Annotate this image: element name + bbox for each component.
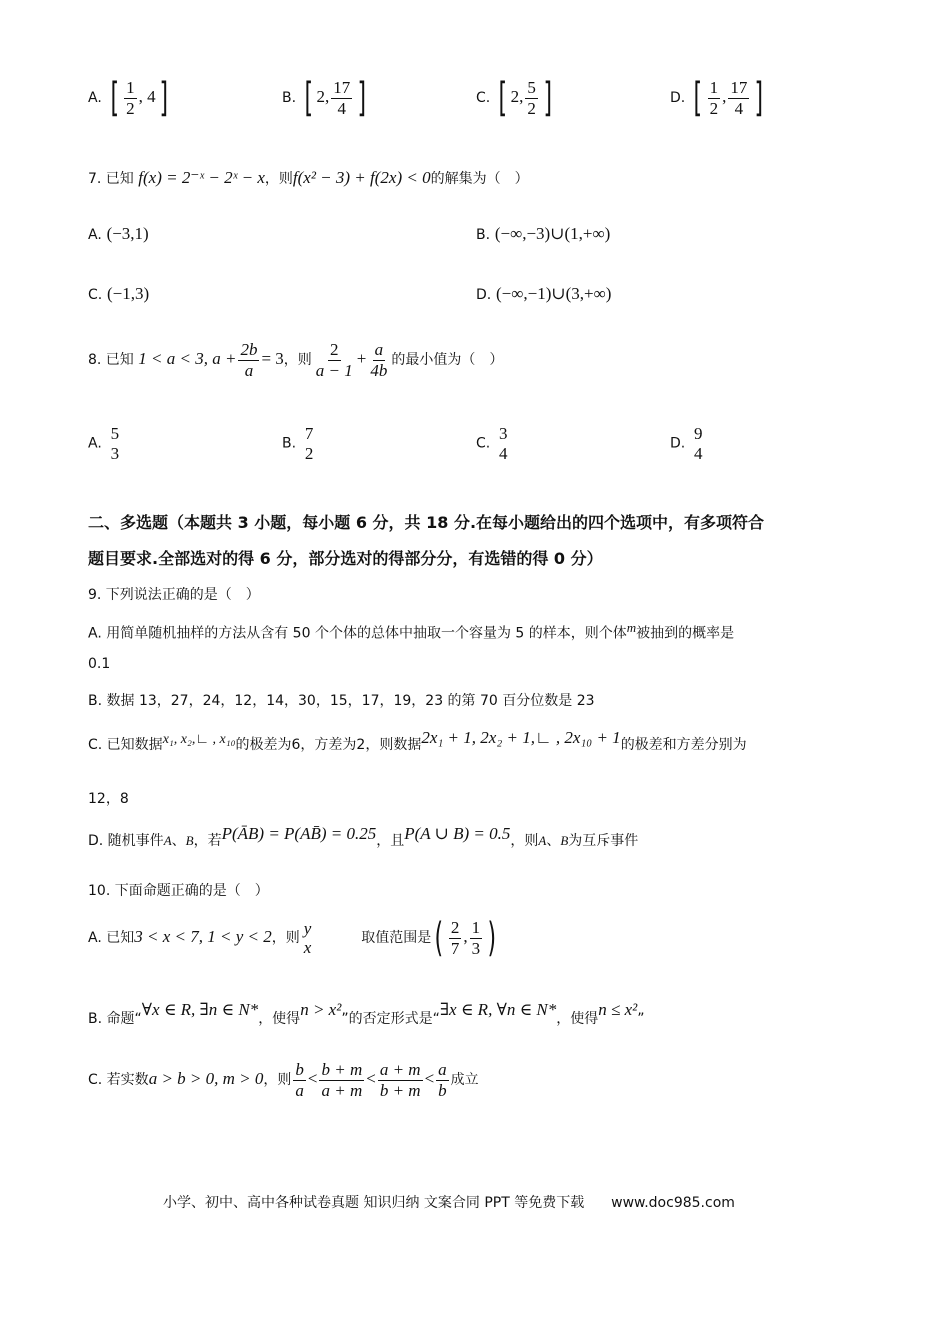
option-math: (−3,1) [106,224,149,243]
numerator: 17 [333,78,351,97]
less-than: < [424,1069,435,1089]
denominator: 2 [527,98,536,118]
denominator: a − 1 [315,360,353,380]
denominator: 2 [709,98,719,118]
q9-option-b: B. 数据 13，27，24，12，14，30，15，17，19，23 的第 70 百分位数是 23 [88,693,595,709]
operator: + [356,349,367,369]
option-math: 2, [316,87,330,107]
condition-math: 3 < x < 7, 1 < y < 2 [134,927,272,947]
numerator: 7 [304,424,314,443]
question-number: 8. 已知 [88,352,134,369]
option-label: C. [88,287,103,303]
event-b: B [560,833,569,848]
option-text: 成立 [450,1072,479,1089]
option-label: B. [282,435,297,452]
numerator: 2 [450,918,460,937]
numerator: 5 [527,78,536,97]
q8-option-d [670,424,707,463]
inequality: f(x² − 3) + f(2x) < 0 [292,168,431,187]
separator: 、 [546,833,561,849]
option-math: (−1,3) [107,284,150,303]
probability-equation: P(ĀB) = P(AB̄) = 0.25 [221,824,377,843]
option-math: , 4 [138,87,156,107]
numerator: a [374,340,384,359]
numerator: b + m [321,1060,363,1079]
option-text: C. 若实数 [88,1072,149,1089]
condition-math: = 3 [261,349,284,369]
option-text: ，使得 [258,1011,301,1027]
option-math: 2, [510,87,524,107]
proposition-math: ∀x ∈ R, ∃n ∈ N* [141,1000,259,1019]
denominator: 4 [499,443,508,463]
question-7-stem [88,168,529,188]
option-text: 的极差和方差分别为 [620,737,747,753]
option-text: ”的否定形式是“ [341,1011,440,1027]
condition-math: 1 < a < 3, a + [138,349,237,369]
q6-option-c: C. [ 2, $\frac{5}{2}$ ] [476,75,552,122]
section-heading-line1: 二、多选题（本题共 3 小题，每小题 6 分，共 18 分.在每小题给出的四个选项中，有多项符合 [88,513,765,532]
q10-option-a: A. 已知3 < x < 7, 1 < y < 2，则 y x 取值范围是( $\frac{2}{7}$ , $\frac{1}{3}$ ) [88,915,497,962]
function-definition: f(x) = 2⁻ˣ − 2ˣ − x [138,168,265,187]
q10-option-c [88,1060,479,1100]
question-tail: 的解集为（ ） [430,171,529,187]
option-text: A. 已知 [88,930,135,947]
q9-option-c [88,728,747,754]
numerator: 1 [471,918,481,937]
denominator: 3 [110,443,120,463]
denominator: 4b [370,360,388,380]
footer-text: 小学、初中、高中各种试卷真题 知识归纳 文案合同 PPT 等免费下载 [163,1195,585,1211]
denominator: 4 [337,98,346,118]
q9-option-c-cont: 12，8 [88,791,129,807]
option-label: A. [88,435,102,452]
option-text: 为互斥事件 [568,833,639,849]
option-label: A. [88,90,102,107]
q7-option-b [476,224,610,244]
numerator: a [438,1060,447,1079]
denominator: x [303,938,312,958]
option-math: (−∞,−3)∪(1,+∞) [494,224,611,243]
option-label: D. [670,90,686,107]
q7-option-c [88,284,149,304]
probability-union: P(A ∪ B) = 0.5 [404,824,511,843]
connector-text: ，则 [264,171,293,187]
option-label: B. [476,227,491,243]
q6-option-a: A. [ $\frac{1}{2}$ , 4] [88,75,168,122]
q6-option-b: B. [ 2, $\frac{17}{4}$ ] [282,75,367,122]
option-text: A. 用简单随机抽样的方法从含有 50 个个体的总体中抽取一个容量为 5 的样本，则个体 [88,625,627,642]
less-than: < [307,1069,318,1089]
q9-option-d [88,824,639,850]
negation-math: n ≤ x² [598,1000,638,1019]
q7-option-d [476,284,611,304]
option-text: 的极差为6，方差为2，则数据 [235,737,422,753]
option-math: (−∞,−1)∪(3,+∞) [496,284,612,303]
q6-option-d: D. [ $\frac{1}{2}$ , $\frac{17}{4}$ ] [670,75,764,122]
option-label: B. [282,90,297,107]
connector-text: ，则 [283,352,312,369]
option-label: C. [476,90,491,107]
denominator: b + m [379,1080,421,1100]
event-b: B [185,833,194,848]
denominator: b [438,1080,447,1100]
q8-option-c [476,424,512,463]
section-heading-line2: 题目要求.全部选对的得 6 分，部分选对的得部分分，有选错的得 0 分） [88,549,603,568]
numerator: y [303,918,312,938]
numerator: 9 [694,424,703,443]
numerator: 1 [709,78,719,97]
proposition-math: n > x² [300,1000,342,1019]
transformed-data-list: 2x₁ + 1, 2x₂ + 1,∟ , 2x₁₀ + 1 [421,728,621,747]
less-than: < [366,1069,376,1089]
option-text: ，且 [376,833,405,849]
option-label: A. [88,227,102,243]
denominator: a [244,360,254,380]
option-text: 被抽到的概率是 [636,625,735,642]
negation-math: ∃x ∈ R, ∀n ∈ N* [439,1000,557,1019]
footer [163,1192,735,1212]
option-text: ，则 [271,930,300,947]
q7-option-a [88,224,149,244]
numerator: 5 [110,424,120,443]
option-label: D. [476,287,492,303]
denominator: 2 [304,443,314,463]
denominator: 2 [126,98,135,118]
condition-math: a > b > 0, m > 0 [148,1069,264,1089]
option-text: ，使得 [556,1011,599,1027]
option-text: ” [637,1011,645,1027]
event-a: A [163,833,172,848]
question-number: 7. 已知 [88,171,134,187]
numerator: 1 [126,78,135,97]
question-10-stem: 10. 下面命题正确的是（ ） [88,883,269,899]
option-text: ，则 [263,1072,292,1089]
option-text: ，若 [193,833,222,849]
option-label: C. [476,435,491,452]
denominator: a + m [321,1080,363,1100]
separator: 、 [171,833,186,849]
denominator: a [295,1080,304,1100]
event-a: A [538,833,547,848]
question-tail: 的最小值为（ ） [391,352,504,369]
numerator: 2b [240,340,258,359]
variable-m: m [626,620,637,635]
denominator: 7 [450,938,460,958]
option-text: ，则 [510,833,539,849]
option-text: 取值范围是 [361,930,432,947]
option-text: C. 已知数据 [88,737,163,753]
q8-option-a [88,424,123,463]
numerator: 3 [499,424,508,443]
option-text: B. 命题“ [88,1011,142,1027]
footer-link[interactable]: www.doc985.com [611,1195,735,1211]
numerator: a + m [379,1060,421,1079]
denominator: 4 [694,443,703,463]
denominator: 4 [734,98,744,118]
data-list: x₁, x₂,∟ , x₁₀ [162,732,236,747]
q8-option-b [282,424,317,463]
question-9-stem: 9. 下列说法正确的是（ ） [88,587,260,603]
denominator: 3 [471,938,481,958]
q10-option-b [88,1000,645,1028]
numerator: b [295,1060,304,1079]
numerator: 2 [330,340,339,359]
option-text: D. 随机事件 [88,833,164,849]
q9-option-a-cont: 0.1 [88,656,111,672]
option-label: D. [670,435,686,452]
q9-option-a [88,620,734,643]
numerator: 17 [730,78,748,97]
question-8-stem [88,340,503,380]
